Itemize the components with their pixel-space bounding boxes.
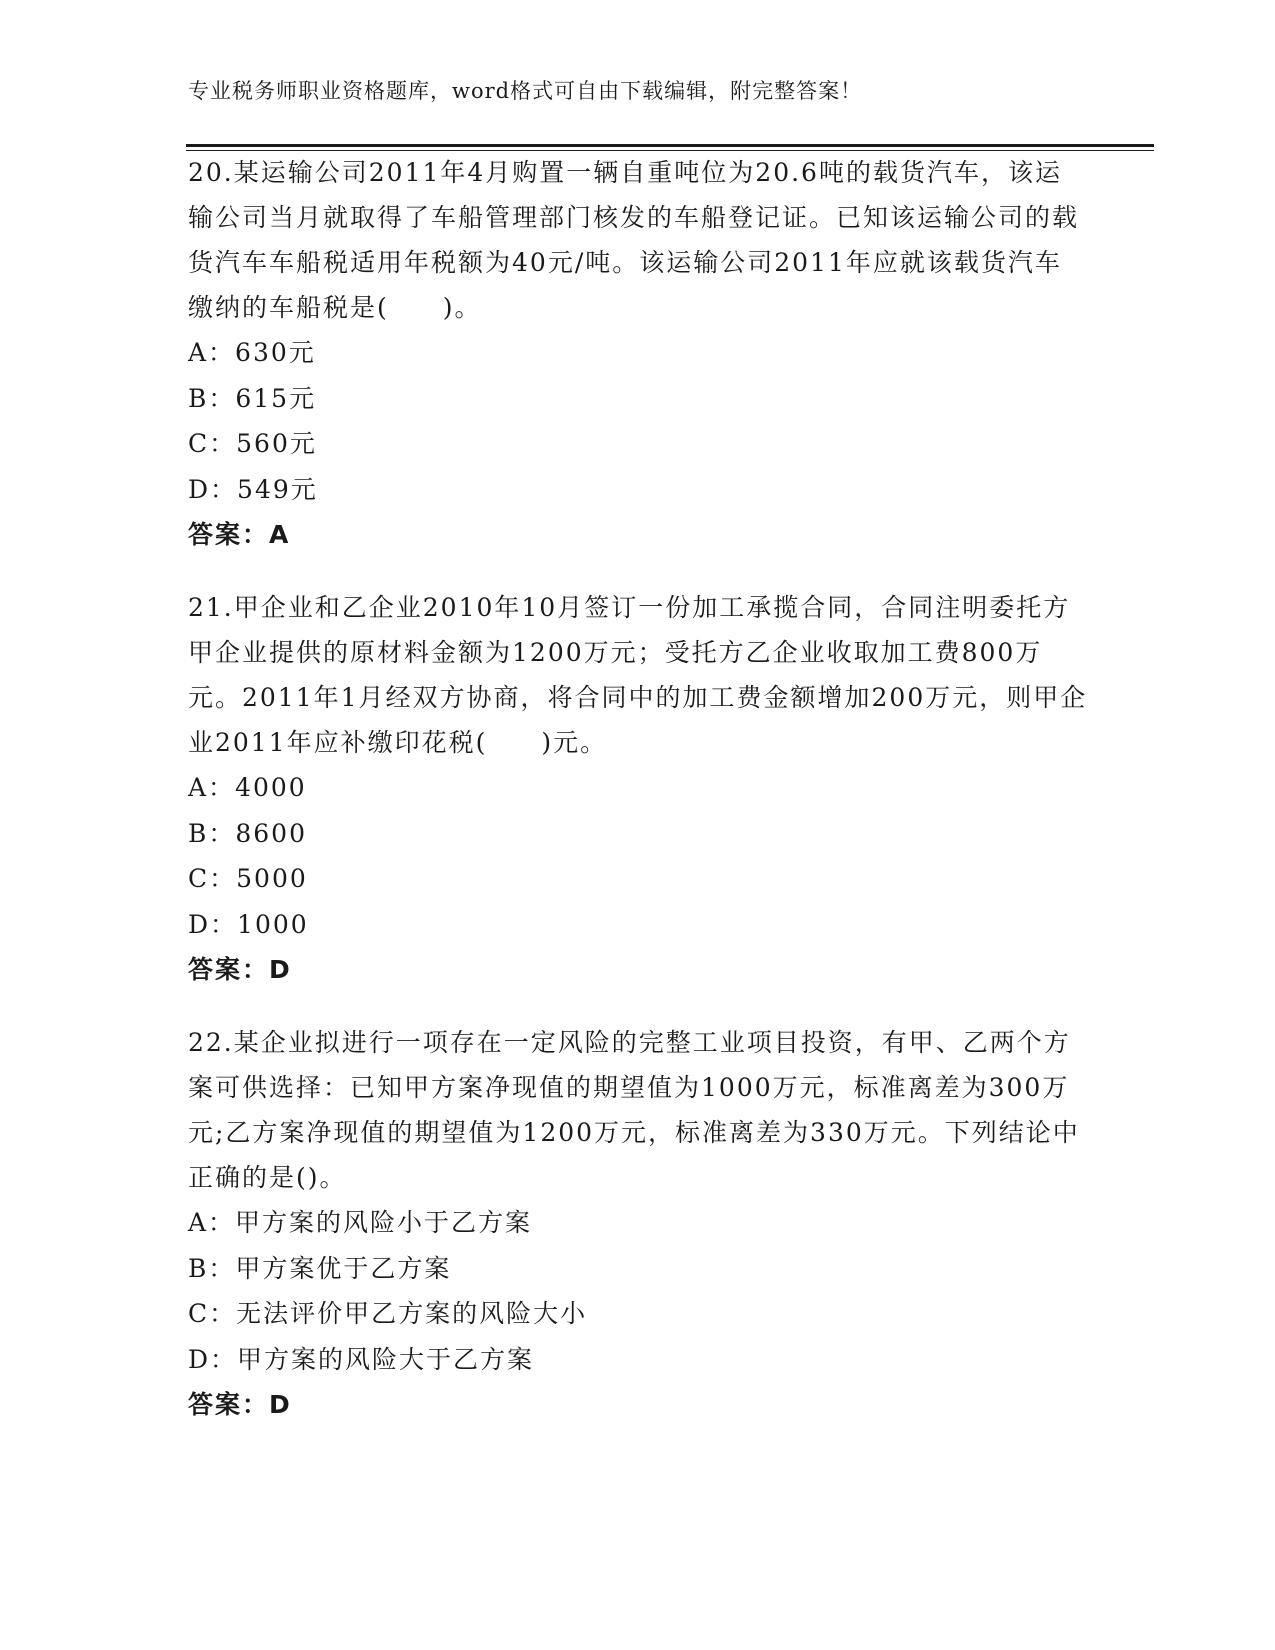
option-c: C：无法评价甲乙方案的风险大小 [188,1299,588,1328]
header-rule-thick [186,144,1154,147]
option-c: C：560元 [188,429,317,458]
option-d: D：549元 [188,474,318,504]
answer: 答案：A [188,520,291,549]
option-c: C：5000 [188,864,308,893]
option-a: A：4000 [188,773,307,802]
question-stem: 21.甲企业和乙企业2010年10月签订一份加工承揽合同，合同注明委托方甲企业提供的原材料金额为1200万元；受托方乙企业收取加工费800万元。2011年1月经双方协商，将合同中的加工费金额增加200万元，则甲企业2011年应补缴印花税( )元。 [188,593,1088,757]
option-a: A：630元 [188,338,316,367]
option-d: D：甲方案的风险大于乙方案 [188,1344,535,1374]
question-20 [188,150,1088,557]
option-b: B：615元 [188,383,317,413]
option-b: B：甲方案优于乙方案 [188,1253,452,1283]
question-stem: 22.某企业拟进行一项存在一定风险的完整工业项目投资，有甲、乙两个方案可供选择：已知甲方案净现值的期望值为1000万元，标准离差为300万元;乙方案净现值的期望值为1200万元，标准离差为330万元。下列结论中正确的是()。 [188,1028,1080,1192]
question-22 [188,1020,1088,1427]
option-b: B：8600 [188,818,307,848]
answer: 答案：D [188,955,292,984]
answer: 答案：D [188,1390,292,1419]
question-stem: 20.某运输公司2011年4月购置一辆自重吨位为20.6吨的载货汽车，该运输公司当月就取得了车船管理部门核发的车船登记证。已知该运输公司的载货汽车车船税适用年税额为40元/吨。该运输公司2011年应就该载货汽车缴纳的车船税是( )。 [188,158,1080,322]
option-d: D：1000 [188,909,309,939]
question-21 [188,585,1088,992]
page-header: 专业税务师职业资格题库，word格式可自由下载编辑，附完整答案！ [188,79,863,103]
option-a: A：甲方案的风险小于乙方案 [188,1208,533,1237]
